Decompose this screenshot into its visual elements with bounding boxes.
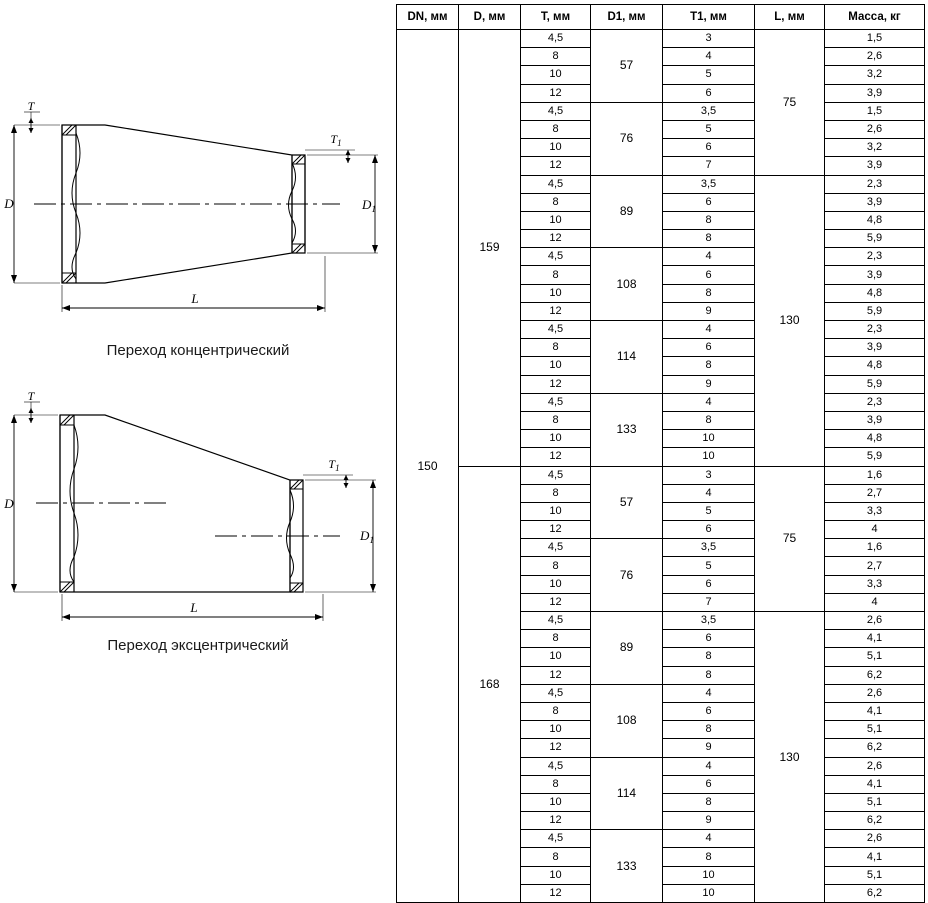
cell-mass: 5,1 <box>825 793 925 811</box>
cell-l: 130 <box>755 175 825 466</box>
cell-t: 10 <box>521 430 591 448</box>
cell-mass: 4,1 <box>825 848 925 866</box>
cell-mass: 5,1 <box>825 648 925 666</box>
cell-t: 10 <box>521 793 591 811</box>
cell-t: 10 <box>521 357 591 375</box>
cell-l: 75 <box>755 30 825 176</box>
cell-t: 4,5 <box>521 102 591 120</box>
cell-t: 10 <box>521 575 591 593</box>
cell-mass: 4,1 <box>825 702 925 720</box>
cell-mass: 3,9 <box>825 339 925 357</box>
cell-t: 10 <box>521 139 591 157</box>
cell-t1: 3,5 <box>663 102 755 120</box>
cell-t: 8 <box>521 339 591 357</box>
cell-mass: 2,6 <box>825 48 925 66</box>
cell-d1: 133 <box>591 830 663 903</box>
cell-mass: 5,9 <box>825 230 925 248</box>
cell-mass: 6,2 <box>825 666 925 684</box>
cell-t: 8 <box>521 775 591 793</box>
cell-t1: 6 <box>663 193 755 211</box>
cell-mass: 4 <box>825 521 925 539</box>
cell-mass: 2,3 <box>825 393 925 411</box>
cell-mass: 4,8 <box>825 430 925 448</box>
cell-t1: 8 <box>663 211 755 229</box>
label-T1-concentric: $T_1$ <box>330 132 342 148</box>
cell-mass: 2,7 <box>825 484 925 502</box>
cell-mass: 2,3 <box>825 175 925 193</box>
label-L-concentric: L <box>191 291 199 306</box>
cell-t: 12 <box>521 739 591 757</box>
cell-t: 8 <box>521 484 591 502</box>
cell-mass: 1,6 <box>825 466 925 484</box>
cell-t: 12 <box>521 375 591 393</box>
specification-table-panel <box>396 4 924 899</box>
cell-t1: 6 <box>663 521 755 539</box>
cell-mass: 3,9 <box>825 193 925 211</box>
cell-mass: 2,6 <box>825 120 925 138</box>
cell-t1: 6 <box>663 702 755 720</box>
concentric-reducer-drawing <box>0 0 396 340</box>
cell-t: 4,5 <box>521 466 591 484</box>
cell-t1: 9 <box>663 739 755 757</box>
cell-mass: 2,3 <box>825 321 925 339</box>
cell-t: 8 <box>521 702 591 720</box>
cell-t1: 5 <box>663 502 755 520</box>
cell-mass: 4 <box>825 593 925 611</box>
cell-d1: 76 <box>591 102 663 175</box>
cell-d1: 57 <box>591 30 663 103</box>
cell-t: 4,5 <box>521 612 591 630</box>
cell-t1: 8 <box>663 721 755 739</box>
cell-t: 10 <box>521 721 591 739</box>
cell-mass: 5,1 <box>825 721 925 739</box>
drawings-panel <box>0 0 396 763</box>
cell-mass: 6,2 <box>825 884 925 902</box>
cell-t1: 4 <box>663 484 755 502</box>
cell-t1: 8 <box>663 230 755 248</box>
cell-t: 8 <box>521 193 591 211</box>
cell-t: 12 <box>521 302 591 320</box>
cell-t1: 3 <box>663 30 755 48</box>
cell-t: 4,5 <box>521 175 591 193</box>
cell-t: 12 <box>521 884 591 902</box>
cell-mass: 1,5 <box>825 30 925 48</box>
eccentric-reducer-drawing <box>0 370 396 640</box>
label-T-concentric: T <box>27 99 35 113</box>
header-l: L, мм <box>755 5 825 30</box>
cell-d1: 89 <box>591 175 663 248</box>
cell-t1: 4 <box>663 393 755 411</box>
table-row <box>397 466 925 484</box>
cell-d1: 108 <box>591 248 663 321</box>
cell-mass: 2,6 <box>825 830 925 848</box>
cell-mass: 3,9 <box>825 84 925 102</box>
cell-t: 4,5 <box>521 248 591 266</box>
header-d: D, мм <box>459 5 521 30</box>
specification-table <box>396 4 925 903</box>
cell-t1: 3,5 <box>663 539 755 557</box>
label-L-eccentric: L <box>190 600 198 615</box>
cell-mass: 5,9 <box>825 375 925 393</box>
cell-mass: 3,3 <box>825 575 925 593</box>
cell-t1: 8 <box>663 411 755 429</box>
cell-t: 12 <box>521 666 591 684</box>
header-t: T, мм <box>521 5 591 30</box>
cell-t: 8 <box>521 848 591 866</box>
header-t1: T1, мм <box>663 5 755 30</box>
cell-l: 130 <box>755 612 825 903</box>
cell-t1: 10 <box>663 866 755 884</box>
label-D1-concentric: $D_1$ <box>362 197 376 214</box>
cell-t1: 3,5 <box>663 175 755 193</box>
cell-t1: 10 <box>663 430 755 448</box>
cell-mass: 3,2 <box>825 139 925 157</box>
cell-t1: 3,5 <box>663 612 755 630</box>
cell-t: 4,5 <box>521 684 591 702</box>
cell-mass: 3,2 <box>825 66 925 84</box>
cell-mass: 2,6 <box>825 757 925 775</box>
cell-t1: 5 <box>663 557 755 575</box>
cell-mass: 4,8 <box>825 211 925 229</box>
cell-l: 75 <box>755 466 825 612</box>
table-row <box>397 30 925 48</box>
cell-t: 8 <box>521 630 591 648</box>
label-D-concentric: D <box>4 196 14 211</box>
cell-mass: 4,1 <box>825 775 925 793</box>
cell-t1: 5 <box>663 66 755 84</box>
cell-t1: 7 <box>663 157 755 175</box>
cell-t1: 10 <box>663 448 755 466</box>
cell-t: 10 <box>521 866 591 884</box>
cell-d1: 89 <box>591 612 663 685</box>
cell-t: 12 <box>521 593 591 611</box>
cell-t1: 8 <box>663 848 755 866</box>
cell-mass: 4,1 <box>825 630 925 648</box>
cell-t: 8 <box>521 48 591 66</box>
cell-d1: 108 <box>591 684 663 757</box>
cell-t1: 8 <box>663 357 755 375</box>
cell-mass: 3,3 <box>825 502 925 520</box>
caption-concentric: Переход концентрический <box>106 342 290 359</box>
cell-d1: 57 <box>591 466 663 539</box>
cell-t: 10 <box>521 211 591 229</box>
cell-d1: 76 <box>591 539 663 612</box>
cell-t1: 7 <box>663 593 755 611</box>
header-dn: DN, мм <box>397 5 459 30</box>
cell-t: 10 <box>521 648 591 666</box>
cell-t: 10 <box>521 502 591 520</box>
cell-d1: 114 <box>591 321 663 394</box>
cell-d1: 114 <box>591 757 663 830</box>
cell-t1: 9 <box>663 302 755 320</box>
cell-t: 4,5 <box>521 830 591 848</box>
cell-mass: 3,9 <box>825 266 925 284</box>
cell-t1: 6 <box>663 339 755 357</box>
cell-t: 12 <box>521 230 591 248</box>
cell-t: 10 <box>521 66 591 84</box>
cell-t1: 6 <box>663 84 755 102</box>
cell-d: 159 <box>459 30 521 467</box>
header-d1: D1, мм <box>591 5 663 30</box>
cell-t1: 8 <box>663 793 755 811</box>
cell-t: 12 <box>521 84 591 102</box>
cell-t: 4,5 <box>521 393 591 411</box>
cell-mass: 5,9 <box>825 448 925 466</box>
header-mass: Масса, кг <box>825 5 925 30</box>
cell-t: 12 <box>521 157 591 175</box>
cell-t1: 8 <box>663 648 755 666</box>
cell-t1: 8 <box>663 284 755 302</box>
cell-d1: 133 <box>591 393 663 466</box>
cell-t: 8 <box>521 557 591 575</box>
cell-t: 8 <box>521 266 591 284</box>
cell-mass: 1,6 <box>825 539 925 557</box>
cell-t1: 9 <box>663 812 755 830</box>
cell-t1: 5 <box>663 120 755 138</box>
cell-t: 12 <box>521 521 591 539</box>
table-body <box>397 30 925 903</box>
cell-t1: 4 <box>663 684 755 702</box>
label-D1-eccentric: $D_1$ <box>360 528 374 545</box>
cell-t1: 4 <box>663 830 755 848</box>
cell-t: 4,5 <box>521 757 591 775</box>
cell-mass: 1,5 <box>825 102 925 120</box>
cell-t: 8 <box>521 120 591 138</box>
cell-t: 12 <box>521 448 591 466</box>
caption-eccentric: Переход эксцентрический <box>107 637 289 654</box>
cell-d: 168 <box>459 466 521 903</box>
label-D-eccentric: D <box>4 496 14 511</box>
label-T1-eccentric: $T_1$ <box>328 457 340 473</box>
cell-t1: 6 <box>663 575 755 593</box>
cell-t1: 6 <box>663 775 755 793</box>
cell-mass: 6,2 <box>825 812 925 830</box>
label-T-eccentric: T <box>27 389 35 403</box>
cell-t1: 4 <box>663 321 755 339</box>
cell-t: 12 <box>521 812 591 830</box>
cell-mass: 4,8 <box>825 284 925 302</box>
cell-dn: 150 <box>397 30 459 903</box>
cell-mass: 5,9 <box>825 302 925 320</box>
cell-t: 4,5 <box>521 30 591 48</box>
cell-t1: 6 <box>663 139 755 157</box>
cell-t: 4,5 <box>521 321 591 339</box>
cell-t: 10 <box>521 284 591 302</box>
table-header-row <box>397 5 925 30</box>
cell-t1: 4 <box>663 48 755 66</box>
cell-mass: 2,7 <box>825 557 925 575</box>
cell-mass: 3,9 <box>825 411 925 429</box>
cell-mass: 5,1 <box>825 866 925 884</box>
cell-t: 4,5 <box>521 539 591 557</box>
cell-mass: 3,9 <box>825 157 925 175</box>
cell-t1: 6 <box>663 266 755 284</box>
cell-t1: 4 <box>663 757 755 775</box>
cell-t1: 4 <box>663 248 755 266</box>
cell-mass: 2,6 <box>825 684 925 702</box>
cell-t1: 6 <box>663 630 755 648</box>
cell-t: 8 <box>521 411 591 429</box>
cell-mass: 2,3 <box>825 248 925 266</box>
cell-mass: 4,8 <box>825 357 925 375</box>
cell-mass: 2,6 <box>825 612 925 630</box>
cell-t1: 8 <box>663 666 755 684</box>
cell-mass: 6,2 <box>825 739 925 757</box>
cell-t1: 10 <box>663 884 755 902</box>
cell-t1: 9 <box>663 375 755 393</box>
cell-t1: 3 <box>663 466 755 484</box>
